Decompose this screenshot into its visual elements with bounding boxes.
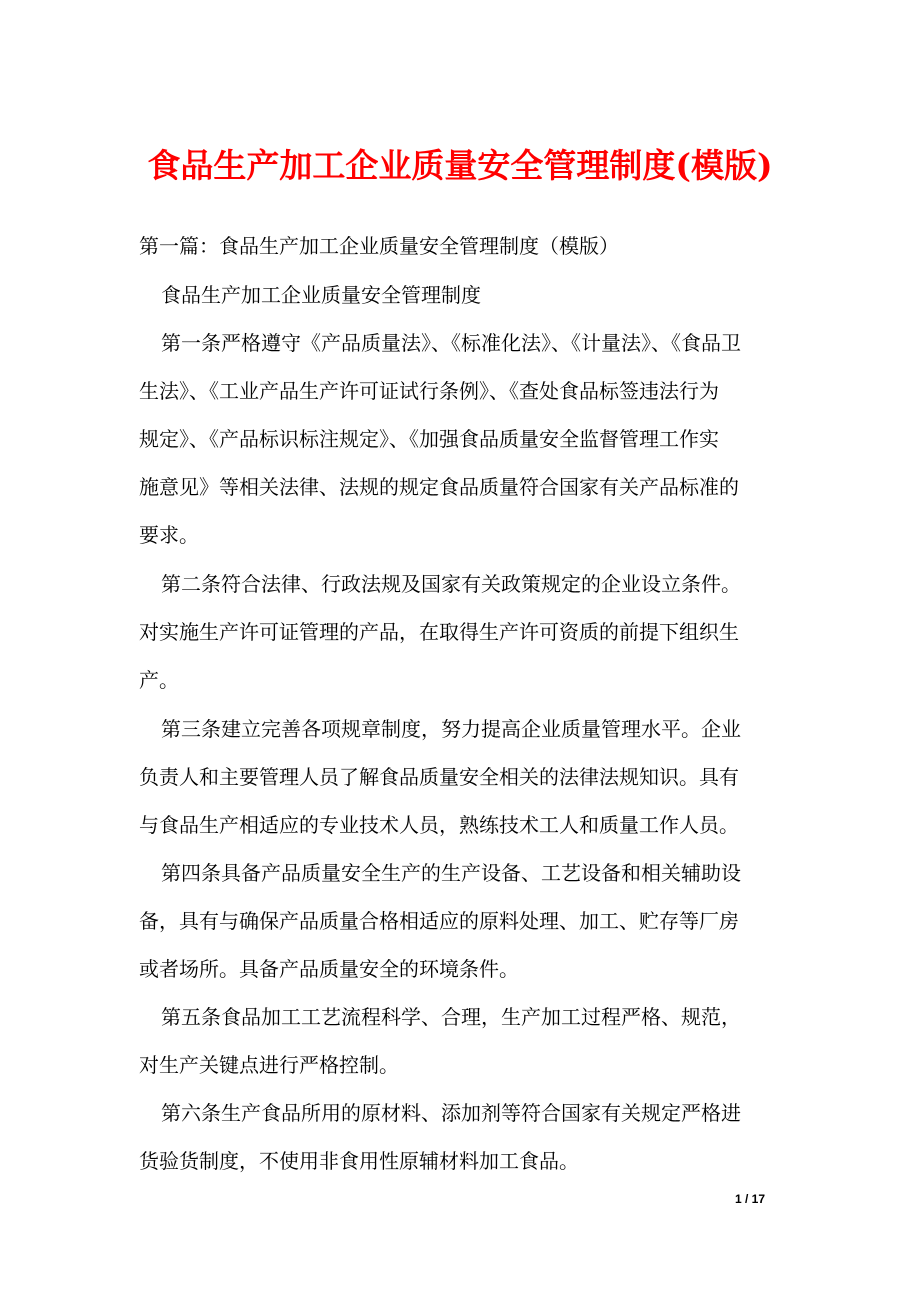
article-line: 产。 (139, 668, 179, 692)
page-number: 1 / 17 (735, 1192, 766, 1206)
article-1 (139, 319, 741, 559)
article-line: 第四条具备产品质量安全生产的生产设备、工艺设备和相关辅助设 (161, 861, 741, 885)
article-5 (139, 993, 741, 1089)
article-line: 对生产关键点进行严格控制。 (139, 1053, 399, 1077)
article-2 (139, 560, 741, 704)
article-line: 第一条严格遵守《产品质量法》、《标准化法》、《计量法》、《食品卫 (161, 331, 741, 355)
article-line: 第六条生产食品所用的原材料、添加剂等符合国家有关规定严格进 (161, 1101, 741, 1125)
article-line: 第二条符合法律、行政法规及国家有关政策规定的企业设立条件。 (161, 572, 741, 596)
article-line: 第三条建立完善各项规章制度，努力提高企业质量管理水平。企业 (161, 717, 741, 741)
article-line: 对实施生产许可证管理的产品，在取得生产许可资质的前提下组织生 (139, 620, 739, 644)
article-line: 或者场所。具备产品质量安全的环境条件。 (139, 957, 519, 981)
article-line: 生法》、《工业产品生产许可证试行条例》、《查处食品标签违法行为 (139, 379, 719, 403)
article-line: 与食品生产相适应的专业技术人员，熟练技术工人和质量工作人员。 (139, 813, 739, 837)
article-line: 负责人和主要管理人员了解食品质量安全相关的法律法规知识。具有 (139, 765, 739, 789)
article-line: 货验货制度，不使用非食用性原辅材料加工食品。 (139, 1149, 579, 1173)
article-6 (139, 1089, 741, 1185)
article-4 (139, 849, 741, 993)
article-line: 备，具有与确保产品质量合格相适应的原料处理、加工、贮存等厂房 (139, 909, 739, 933)
chapter-heading: 第一篇：食品生产加工企业质量安全管理制度（模版） (139, 234, 619, 258)
article-line: 要求。 (139, 523, 199, 547)
section-title: 食品生产加工企业质量安全管理制度 (161, 283, 481, 307)
article-line: 规定》、《产品标识标注规定》、《加强食品质量安全监督管理工作实 (139, 427, 719, 451)
article-line: 施意见》等相关法律、法规的规定食品质量符合国家有关产品标准的 (139, 475, 739, 499)
article-3 (139, 705, 741, 849)
article-line: 第五条食品加工工艺流程科学、合理，生产加工过程严格、规范， (161, 1005, 741, 1029)
document-title: 食品生产加工企业质量安全管理制度(模版) (147, 146, 773, 185)
